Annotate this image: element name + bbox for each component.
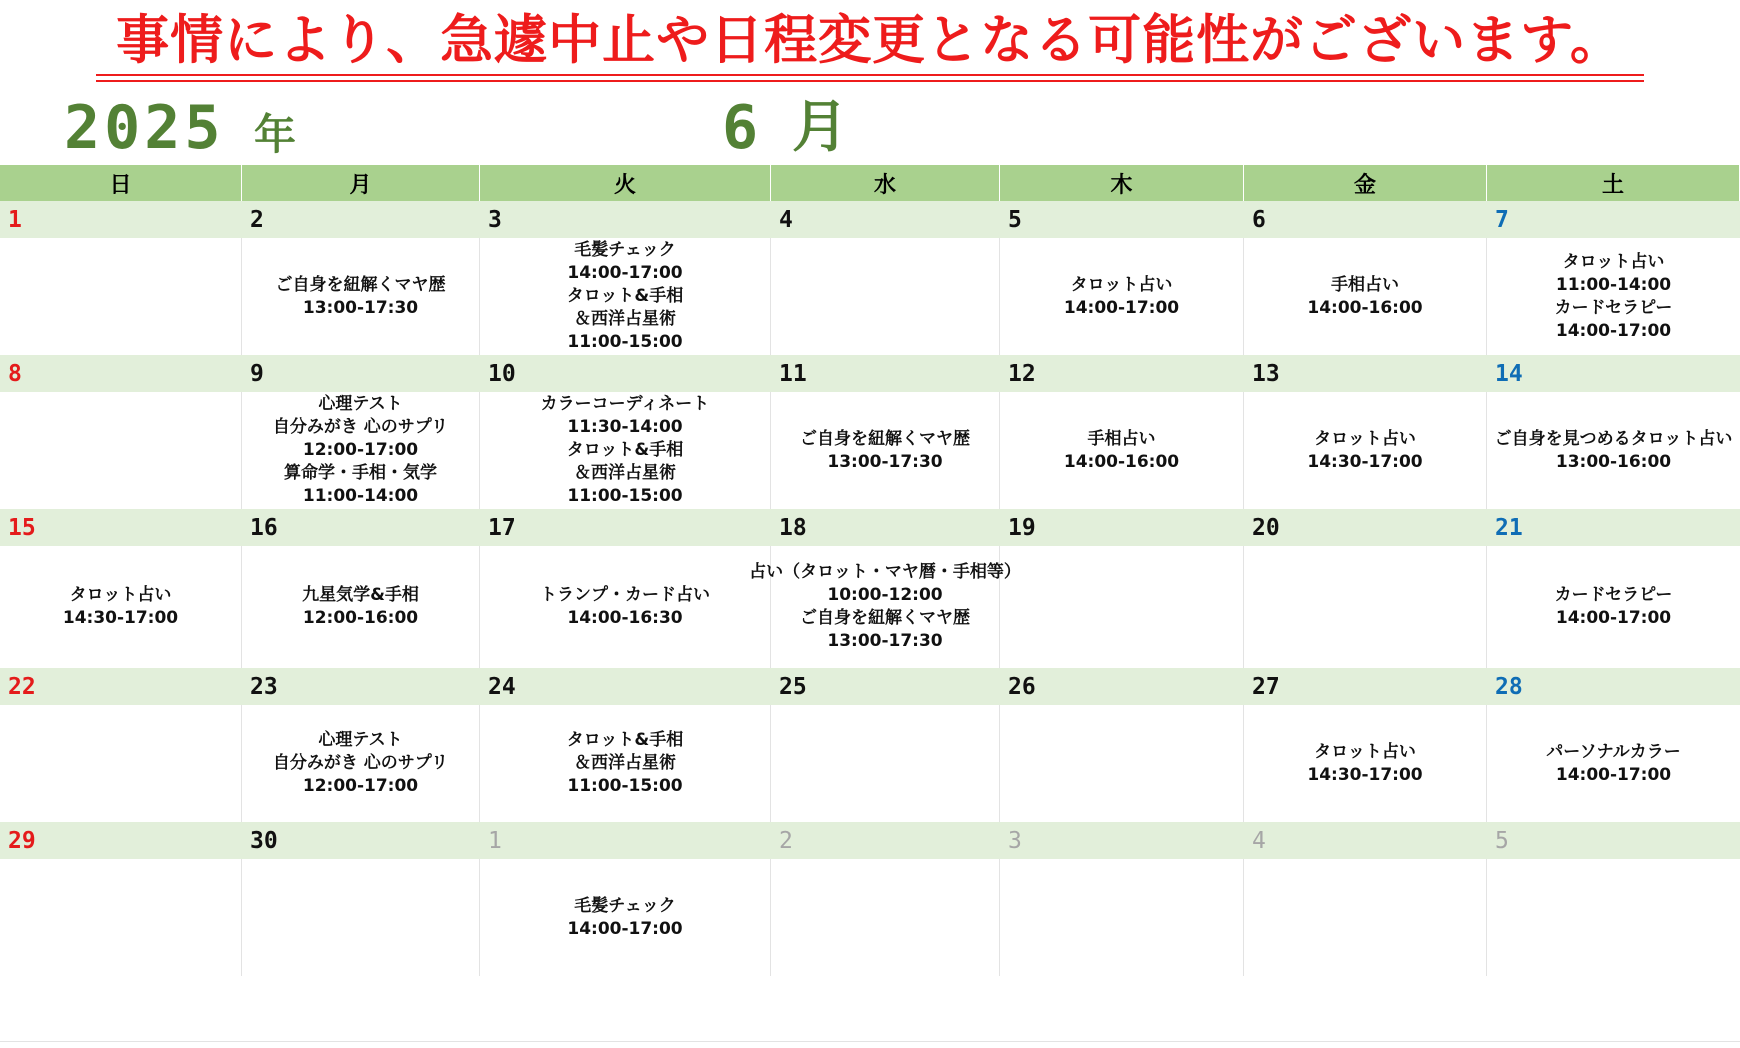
event-line: 毛髪チェック [574, 240, 676, 260]
event-line: 自分みがき 心のサプリ [272, 753, 449, 773]
day-number: 26 [1008, 673, 1036, 700]
event-line: タロット&手相 [566, 440, 684, 460]
event-line: 手相占い [1087, 428, 1156, 449]
day-events-cell [0, 705, 242, 822]
day-number: 19 [1008, 514, 1036, 541]
day-number: 30 [250, 827, 278, 854]
event-line: カラーコーディネート [540, 394, 710, 414]
event-line: 14:00-17:00 [1555, 320, 1672, 341]
day-events-cell [480, 859, 771, 976]
event-line: ＆西洋占星術 [574, 753, 676, 773]
day-number: 2 [250, 206, 264, 233]
event-line: 14:00-17:00 [1555, 608, 1672, 628]
day-events-cell [0, 859, 242, 976]
day-events-cell [1000, 705, 1244, 822]
day-events-cell [1244, 392, 1487, 509]
calendar-week [0, 822, 1740, 976]
day-events-cell [0, 238, 242, 355]
weekday-sun: 日 [0, 165, 242, 201]
day-events-cell [0, 392, 242, 509]
day-events-cell [771, 392, 1000, 509]
date-number-row [0, 509, 1740, 546]
day-events-cell [242, 392, 480, 509]
event-line: 14:00-16:30 [567, 608, 683, 628]
event-line: 手相占い [1331, 274, 1399, 295]
day-number: 4 [1252, 827, 1266, 854]
day-events-cell [480, 705, 771, 822]
date-number-row [0, 822, 1740, 859]
day-number: 16 [250, 514, 278, 541]
weekday-sat: 土 [1487, 165, 1740, 201]
event-line: タロット占い [1070, 274, 1173, 295]
day-events-cell [1244, 238, 1487, 355]
day-events-cell [771, 705, 1000, 822]
event-line: カードセラピー [1554, 585, 1673, 605]
day-events-cell [480, 238, 771, 355]
event-line: ＆西洋占星術 [574, 309, 676, 329]
event-line: タロット占い [69, 585, 172, 605]
day-events-cell [1000, 859, 1244, 976]
event-line: 13:00-17:30 [302, 297, 419, 318]
day-events-cell [1487, 705, 1740, 822]
event-row [0, 392, 1740, 509]
year-unit-label: 年 [254, 110, 297, 159]
event-line: 13:00-16:00 [1555, 451, 1672, 472]
day-events-cell [0, 546, 242, 668]
event-line: タロット占い [1314, 741, 1416, 762]
event-line: 13:00-17:30 [827, 451, 943, 472]
day-events-cell [242, 705, 480, 822]
event-line: 心理テスト [318, 730, 403, 750]
notice-underline-bottom [96, 80, 1644, 82]
day-number: 9 [250, 360, 264, 387]
event-line: 14:30-17:00 [1307, 764, 1423, 785]
date-number-row [0, 201, 1740, 238]
day-number: 15 [8, 514, 36, 541]
weekday-tue: 火 [480, 165, 771, 201]
day-events-cell [242, 546, 480, 668]
event-line: 11:00-14:00 [1555, 274, 1672, 295]
day-events-cell [771, 238, 1000, 355]
event-line: 14:30-17:00 [1307, 451, 1423, 472]
event-line: 算命学・手相・気学 [284, 463, 437, 483]
day-number: 1 [488, 827, 502, 854]
event-line: タロット占い [1562, 251, 1665, 272]
day-number: 18 [779, 514, 807, 541]
day-events-cell [1000, 392, 1244, 509]
day-number: 21 [1495, 514, 1523, 541]
event-line: 14:00-17:00 [1063, 297, 1180, 318]
event-line: 毛髪チェック [574, 895, 676, 916]
day-number: 20 [1252, 514, 1280, 541]
day-number: 2 [779, 827, 793, 854]
event-line: 12:00-17:00 [302, 776, 419, 796]
event-row [0, 705, 1740, 822]
event-line: 11:00-14:00 [302, 486, 419, 506]
event-row [0, 546, 1740, 668]
day-events-cell [1244, 705, 1487, 822]
event-line: トランプ・カード占い [540, 585, 710, 605]
event-line: 14:00-16:00 [1063, 451, 1180, 472]
month-unit-label: 月 [792, 95, 848, 160]
day-number: 10 [488, 360, 516, 387]
day-events-cell [242, 238, 480, 355]
day-number: 3 [488, 206, 502, 233]
day-number: 23 [250, 673, 278, 700]
notice-banner: 事情により、急遽中止や日程変更となる可能性がございます。 [116, 10, 1624, 71]
day-number: 28 [1495, 673, 1523, 700]
event-line: 12:00-17:00 [302, 440, 419, 460]
event-line: 九星気学&手相 [302, 585, 419, 605]
day-number: 3 [1008, 827, 1022, 854]
event-row [0, 859, 1740, 976]
day-events-cell [1244, 546, 1487, 668]
notice-underline-top [96, 74, 1644, 76]
event-line: ご自身を紐解くマヤ歴 [800, 608, 970, 628]
day-events-cell [1244, 859, 1487, 976]
day-number: 22 [8, 673, 36, 700]
day-events-cell [749, 546, 1021, 668]
event-line: 13:00-17:30 [827, 631, 943, 651]
day-number: 29 [8, 827, 36, 854]
day-number: 25 [779, 673, 807, 700]
day-events-cell [1487, 392, 1740, 509]
event-line: 11:30-14:00 [567, 417, 683, 437]
event-line: 10:00-12:00 [827, 585, 943, 605]
day-events-cell [1000, 238, 1244, 355]
event-line: タロット&手相 [566, 286, 684, 306]
weekday-header-row [0, 165, 1740, 201]
weekday-mon: 月 [242, 165, 480, 201]
year-label: 2025 [64, 93, 225, 163]
event-line: 14:00-17:00 [567, 918, 683, 939]
event-line: ご自身を紐解くマヤ歴 [275, 274, 446, 295]
event-line: 11:00-15:00 [567, 486, 683, 506]
day-number: 5 [1495, 827, 1509, 854]
event-line: パーソナルカラー [1546, 741, 1681, 762]
weekday-fri: 金 [1244, 165, 1487, 201]
calendar-week [0, 668, 1740, 822]
month-label: 6 [722, 93, 759, 163]
day-number: 14 [1495, 360, 1523, 387]
calendar-grid [0, 165, 1740, 976]
calendar-week [0, 201, 1740, 355]
day-number: 11 [779, 360, 807, 387]
calendar-bottom-border [0, 1041, 1740, 1042]
day-number: 12 [1008, 360, 1036, 387]
day-number: 8 [8, 360, 22, 387]
day-number: 24 [488, 673, 516, 700]
event-line: 14:00-17:00 [567, 263, 683, 283]
day-number: 6 [1252, 206, 1266, 233]
event-line: ＆西洋占星術 [574, 463, 676, 483]
event-line: 11:00-15:00 [567, 332, 683, 352]
day-events-cell [480, 392, 771, 509]
event-line: 心理テスト [318, 394, 403, 414]
event-line: タロット占い [1314, 428, 1416, 449]
day-events-cell [480, 546, 771, 668]
event-line: ご自身を見つめるタロット占い [1494, 428, 1733, 449]
event-line: 14:00-16:00 [1307, 297, 1423, 318]
day-events-cell [1487, 859, 1740, 976]
event-line: 11:00-15:00 [567, 776, 683, 796]
date-number-row [0, 355, 1740, 392]
event-line: カードセラピー [1554, 297, 1673, 318]
event-line: 自分みがき 心のサプリ [272, 417, 449, 437]
event-line: 14:30-17:00 [62, 608, 179, 628]
event-line: 12:00-16:00 [302, 608, 419, 628]
day-events-cell [1487, 238, 1740, 355]
day-number: 1 [8, 206, 22, 233]
weekday-wed: 水 [771, 165, 1000, 201]
event-line: 占い（タロット・マヤ暦・手相等） [749, 562, 1021, 582]
event-row [0, 238, 1740, 355]
day-events-cell [242, 859, 480, 976]
day-number: 17 [488, 514, 516, 541]
day-number: 13 [1252, 360, 1280, 387]
event-line: ご自身を紐解くマヤ歴 [800, 428, 970, 449]
calendar-week [0, 509, 1740, 668]
weekday-thu: 木 [1000, 165, 1244, 201]
event-line: タロット&手相 [566, 730, 684, 750]
day-events-cell [1000, 546, 1244, 668]
day-events-cell [771, 859, 1000, 976]
day-number: 4 [779, 206, 793, 233]
day-number: 7 [1495, 206, 1509, 233]
day-number: 5 [1008, 206, 1022, 233]
calendar-week [0, 355, 1740, 509]
day-events-cell [1487, 546, 1740, 668]
event-line: 14:00-17:00 [1555, 764, 1672, 785]
day-number: 27 [1252, 673, 1280, 700]
date-number-row [0, 668, 1740, 705]
